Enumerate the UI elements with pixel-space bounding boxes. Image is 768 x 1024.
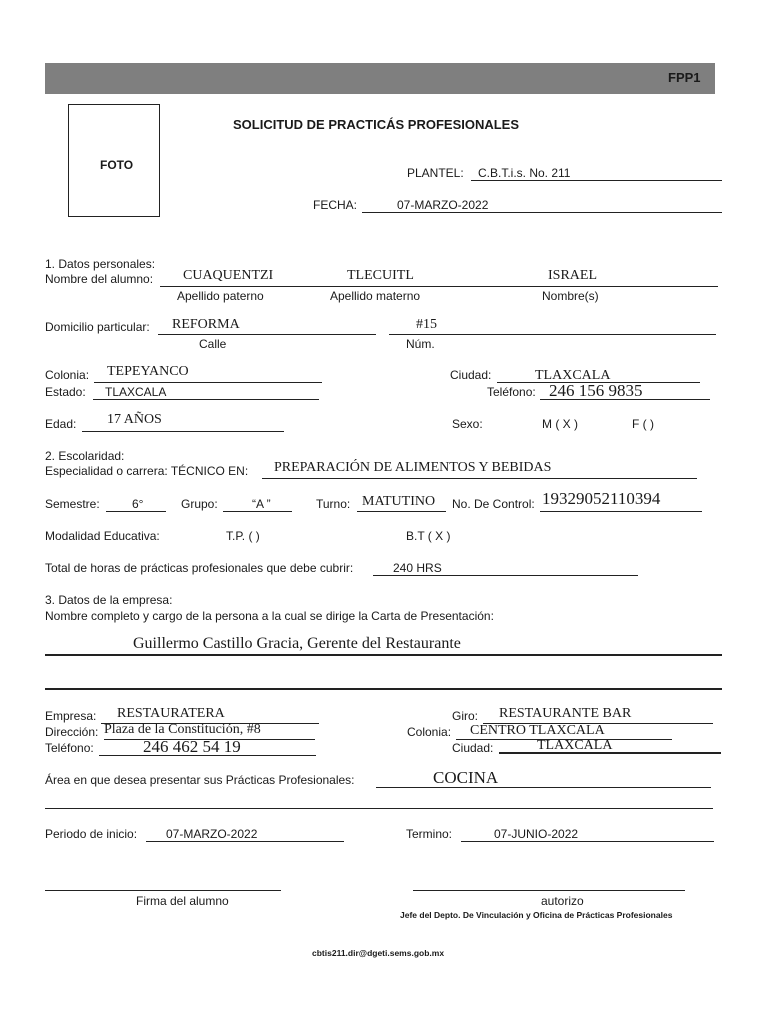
calle-value: REFORMA [172,317,240,332]
section-escolaridad: 2. Escolaridad: [45,449,125,463]
turno-label: Turno: [316,497,351,511]
fecha-label: FECHA: [313,198,358,212]
modalidad-bt-option: B.T ( X ) [406,529,451,543]
firma-alumno-label: Firma del alumno [136,894,229,908]
horas-value: 240 HRS [393,561,442,575]
turno-value: MATUTINO [362,494,436,509]
grupo-value: “A ” [252,497,271,511]
photo-box-label: FOTO [100,158,134,172]
termino-value: 07-JUNIO-2022 [494,827,579,841]
grupo-label: Grupo: [181,497,218,511]
domicilio-label: Domicilio particular: [45,320,150,334]
giro-label: Giro: [452,709,479,723]
control-value: 19329052110394 [542,489,661,508]
empresa-ciudad-label: Ciudad: [452,741,494,755]
semestre-value: 6° [132,497,144,511]
ciudad-label: Ciudad: [450,368,492,382]
control-label: No. De Control: [452,497,535,511]
footer-email: cbtis211.dir@dgeti.sems.gob.mx [312,948,445,958]
modalidad-tp-option: T.P. ( ) [226,529,260,543]
area-value: COCINA [433,768,499,787]
caption-numero: Núm. [406,337,435,351]
empresa-label: Empresa: [45,709,97,723]
sexo-label: Sexo: [452,417,483,431]
empresa-telefono-label: Teléfono: [45,741,94,755]
especialidad-label: Especialidad o carrera: TÉCNICO EN: [45,464,249,478]
page-title: SOLICITUD DE PRACTICÁS PROFESIONALES [233,117,520,132]
caption-calle: Calle [199,337,227,351]
fecha-value: 07-MARZO-2022 [397,198,489,212]
edad-value: 17 AÑOS [107,412,162,427]
jefe-depto-label: Jefe del Depto. De Vinculación y Oficina de Prácticas Profesionales [400,910,673,920]
section-datos-personales: 1. Datos personales: [45,257,156,271]
inicio-label: Periodo de inicio: [45,827,138,841]
area-label: Área en que desea presentar sus Prácticas Profesionales: [45,773,355,787]
apellido-materno-value: TLECUITL [347,268,414,283]
plantel-label: PLANTEL: [407,166,464,180]
caption-nombres: Nombre(s) [542,289,599,303]
telefono-label: Teléfono: [487,385,536,399]
giro-value: RESTAURANTE BAR [499,706,632,721]
inicio-value: 07-MARZO-2022 [166,827,258,841]
colonia-label: Colonia: [45,368,90,382]
dirige-value: Guillermo Castillo Gracia, Gerente del Restaurante [133,635,461,652]
caption-apellido-paterno: Apellido paterno [177,289,264,303]
empresa-colonia-value: CENTRO TLAXCALA [470,723,605,738]
form-code: FPP1 [668,70,701,85]
colonia-value: TEPEYANCO [107,364,189,379]
sexo-f-option: F ( ) [632,417,654,431]
apellido-paterno-value: CUAQUENTZI [183,268,274,283]
empresa-value: RESTAURATERA [117,706,225,721]
numero-value: #15 [416,317,437,332]
ciudad-value: TLAXCALA [535,368,611,383]
caption-apellido-materno: Apellido materno [330,289,421,303]
modalidad-label: Modalidad Educativa: [45,529,160,543]
nombres-value: ISRAEL [548,268,597,283]
section-empresa: 3. Datos de la empresa: [45,593,173,607]
estado-value: TLAXCALA [105,385,167,399]
empresa-colonia-label: Colonia: [407,725,452,739]
dirige-label: Nombre completo y cargo de la persona a la cual se dirige la Carta de Presentación: [45,609,494,623]
semestre-label: Semestre: [45,497,100,511]
empresa-ciudad-value: TLAXCALA [537,738,613,753]
horas-label: Total de horas de prácticas profesionales que debe cubrir: [45,561,354,575]
telefono-value: 246 156 9835 [549,381,643,400]
especialidad-value: PREPARACIÓN DE ALIMENTOS Y BEBIDAS [274,460,552,475]
termino-label: Termino: [406,827,453,841]
empresa-telefono-value: 246 462 54 19 [143,737,241,756]
header-bar [45,63,715,94]
plantel-value: C.B.T.i.s. No. 211 [478,166,571,180]
estado-label: Estado: [45,385,86,399]
sexo-m-option: M ( X ) [542,417,578,431]
autorizo-label: autorizo [541,894,584,908]
edad-label: Edad: [45,417,77,431]
direccion-label: Dirección: [45,725,99,739]
direccion-value: Plaza de la Constitución, #8 [104,722,261,737]
nombre-label: Nombre del alumno: [45,272,154,286]
